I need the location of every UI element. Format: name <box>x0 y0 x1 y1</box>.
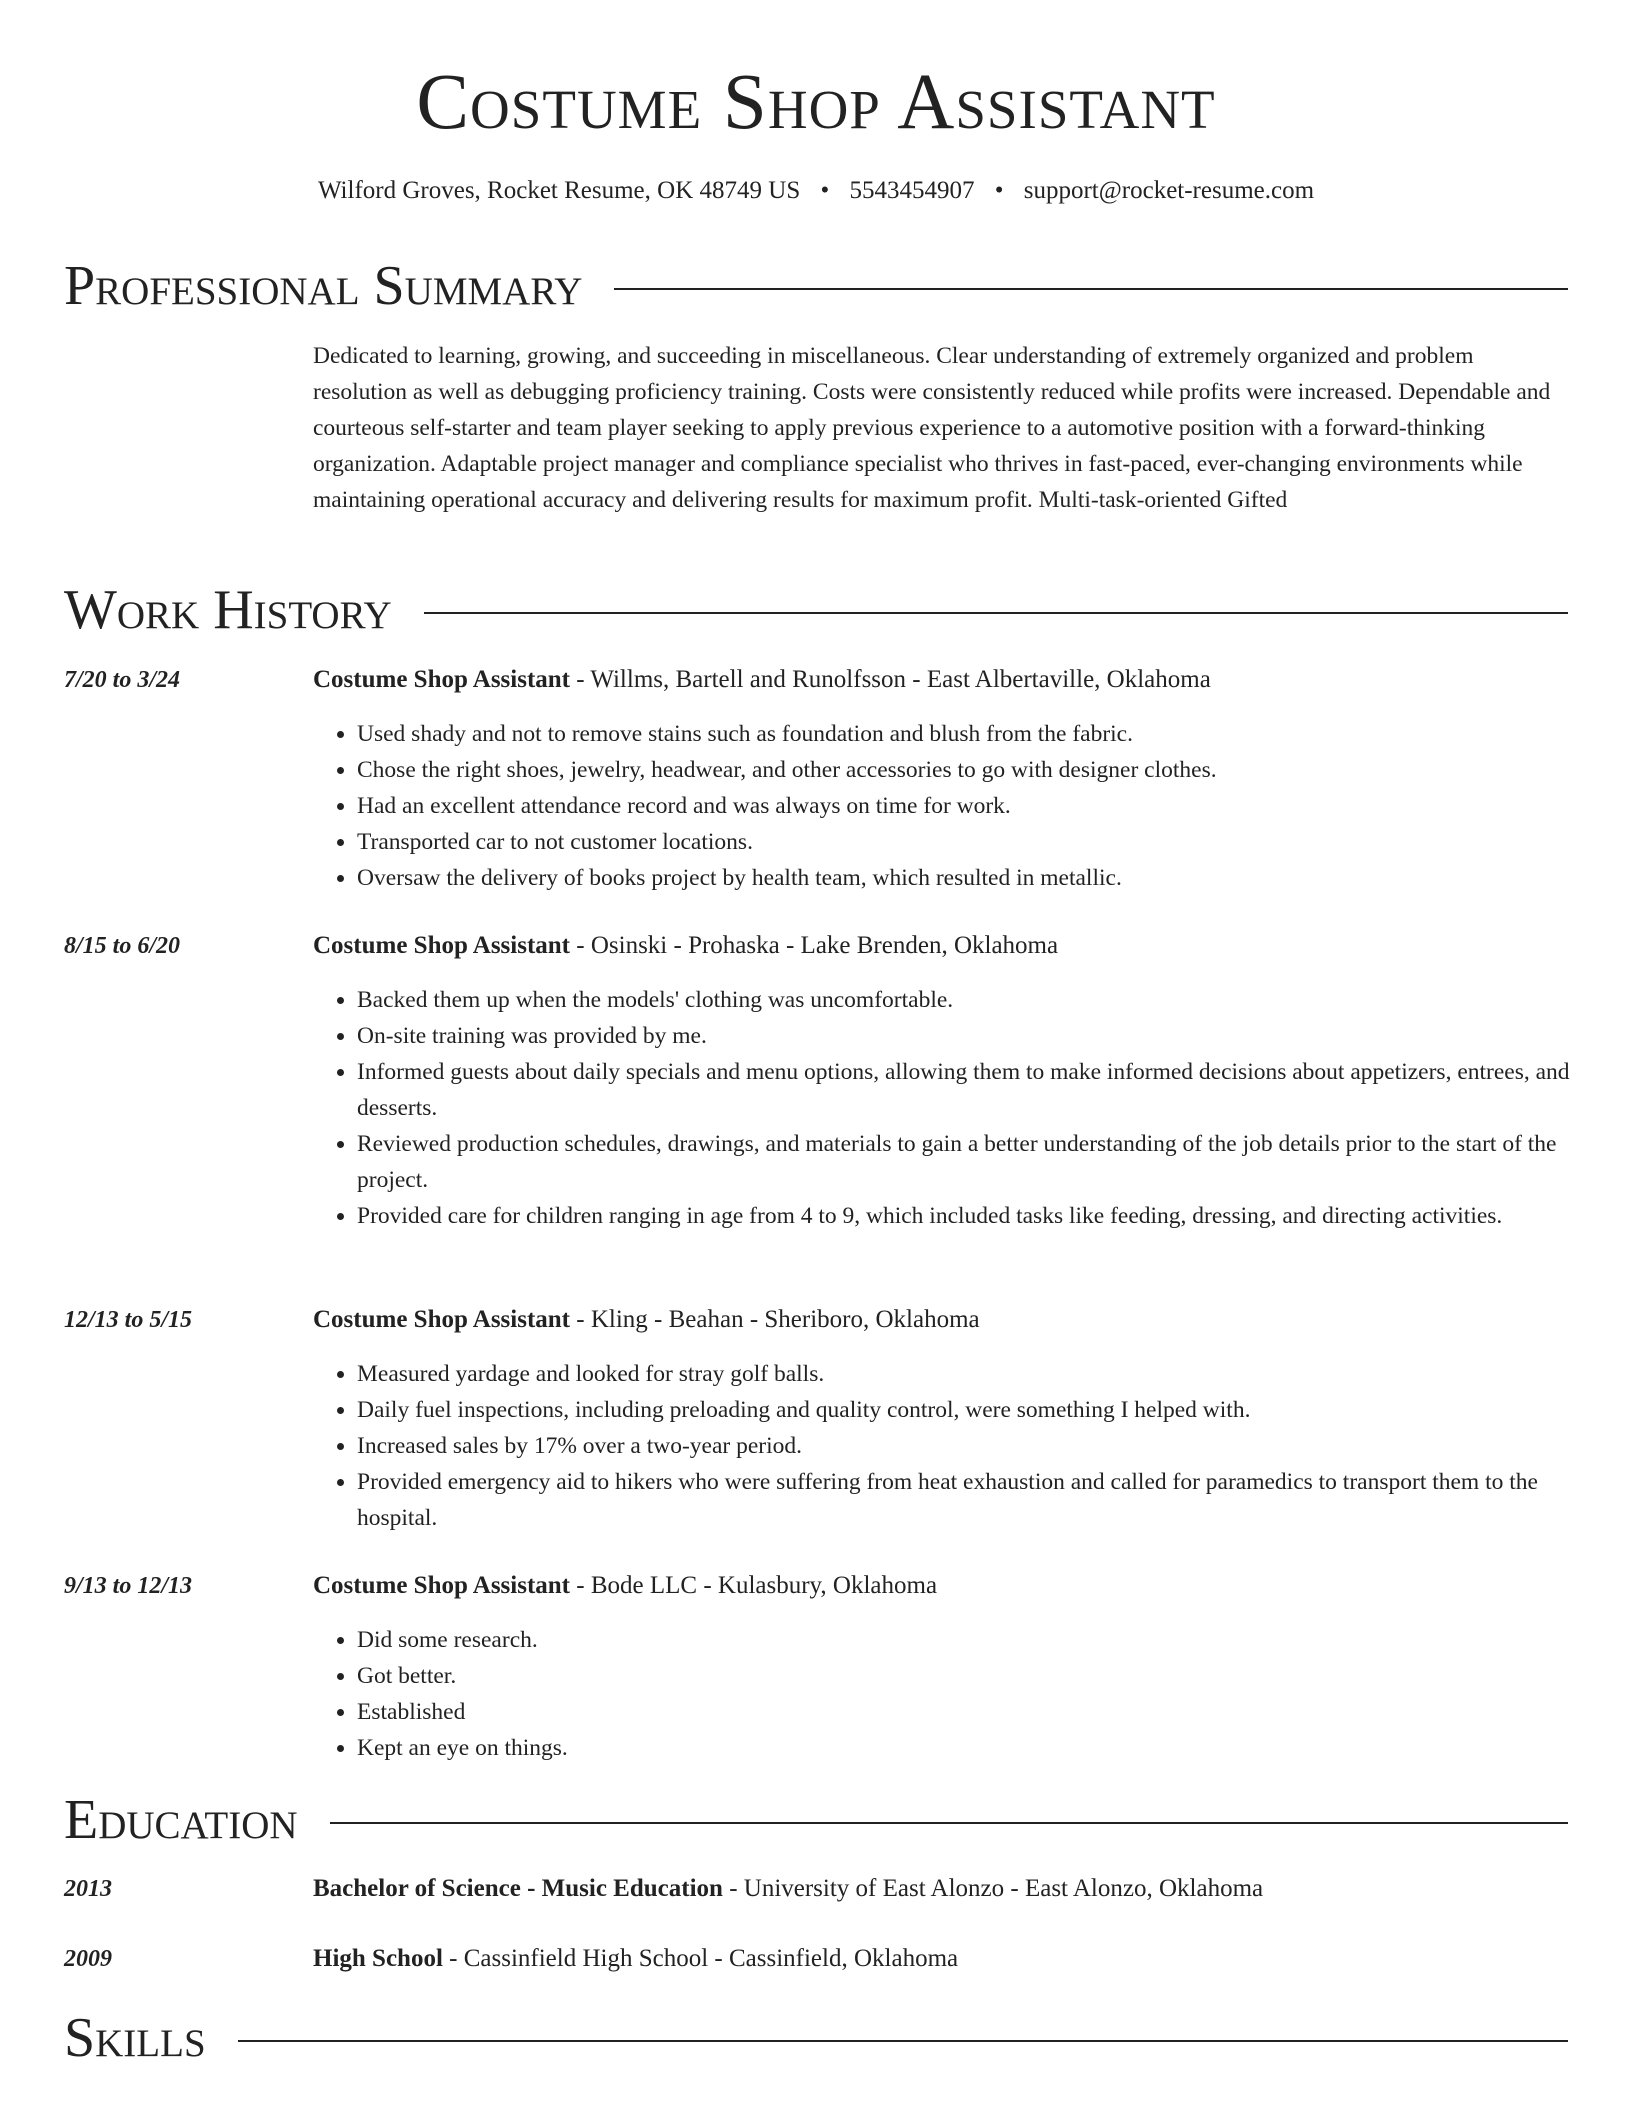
section-divider <box>238 2040 1568 2042</box>
job-bullet: • Informed guests about daily specials and menu options, allowing them to make informed decisions about appetizers, entrees, and desserts. <box>357 1054 1607 1126</box>
job-bullet: • Daily fuel inspections, including preloading and quality control, were something I helped with. <box>357 1392 1607 1428</box>
job-bullets <box>313 716 1607 896</box>
job-bullet: • Established <box>357 1694 1607 1730</box>
job-title: Costume Shop Assistant <box>313 932 571 959</box>
contact-email: support@rocket-resume.com <box>1023 177 1315 204</box>
job-bullet: • Transported car to not customer locations. <box>357 824 1607 860</box>
section-divider <box>424 612 1568 614</box>
job-bullet: • Provided care for children ranging in age from 4 to 9, which included tasks like feeding, dressing, and directing activities. <box>357 1198 1607 1234</box>
education-year: 2013 <box>64 1876 112 1902</box>
job-title: Costume Shop Assistant <box>313 666 571 693</box>
contact-separator: • <box>820 177 830 204</box>
contact-line <box>0 174 1632 208</box>
job-bullets <box>313 982 1607 1234</box>
section-title: Skills <box>64 2007 206 2069</box>
job-bullet: • Had an excellent attendance record and was always on time for work. <box>357 788 1607 824</box>
education-heading <box>313 1941 1573 1977</box>
section-title: Work History <box>64 579 392 641</box>
job-bullet: • Measured yardage and looked for stray golf balls. <box>357 1356 1607 1392</box>
section-divider <box>330 1822 1568 1824</box>
contact-address: Wilford Groves, Rocket Resume, OK 48749 US <box>317 177 801 204</box>
job-employer: - Willms, Bartell and Runolfsson - East Albertaville, Oklahoma <box>570 666 1211 693</box>
job-heading <box>313 1568 1573 1604</box>
job-employer: - Kling - Beahan - Sheriboro, Oklahoma <box>570 1306 980 1333</box>
education-degree: High School <box>313 1945 443 1972</box>
education-school: - Cassinfield High School - Cassinfield, Oklahoma <box>442 1945 959 1972</box>
job-bullet: • Used shady and not to remove stains such as foundation and blush from the fabric. <box>357 716 1607 752</box>
section-title: Education <box>64 1789 298 1851</box>
job-bullet: • Did some research. <box>357 1622 1607 1658</box>
job-employer: - Osinski - Prohaska - Lake Brenden, Oklahoma <box>570 932 1059 959</box>
job-bullet: • Reviewed production schedules, drawings, and materials to gain a better understanding of the job details prior to the start of the project. <box>357 1126 1607 1198</box>
job-bullet: • Chose the right shoes, jewelry, headwear, and other accessories to go with designer clothes. <box>357 752 1607 788</box>
section-skills <box>64 2006 1568 2070</box>
job-employer: - Bode LLC - Kulasbury, Oklahoma <box>570 1572 938 1599</box>
section-title: Professional Summary <box>64 255 583 317</box>
education-school: - University of East Alonzo - East Alonzo, Oklahoma <box>722 1875 1264 1902</box>
job-dates: 9/13 to 12/13 <box>64 1573 193 1599</box>
job-bullet: • Got better. <box>357 1658 1607 1694</box>
job-title: Costume Shop Assistant <box>313 1572 571 1599</box>
education-year: 2009 <box>64 1946 112 1972</box>
contact-phone: 5543454907 <box>849 177 975 204</box>
resume-name: Costume Shop Assistant <box>416 59 1216 146</box>
section-professional-summary <box>64 254 1568 318</box>
education-heading <box>313 1871 1573 1907</box>
section-work-history <box>64 578 1568 642</box>
section-education <box>64 1788 1568 1852</box>
job-title: Costume Shop Assistant <box>313 1306 571 1333</box>
job-heading <box>313 662 1573 698</box>
job-bullet: • Backed them up when the models' clothing was uncomfortable. <box>357 982 1607 1018</box>
job-bullet: • Increased sales by 17% over a two-year period. <box>357 1428 1607 1464</box>
job-bullets <box>313 1356 1607 1536</box>
job-bullet: • Oversaw the delivery of books project by health team, which resulted in metallic. <box>357 860 1607 896</box>
job-bullets <box>313 1622 1607 1766</box>
job-dates: 8/15 to 6/20 <box>64 933 181 959</box>
job-heading <box>313 928 1573 964</box>
job-dates: 12/13 to 5/15 <box>64 1307 193 1333</box>
job-bullet: • On-site training was provided by me. <box>357 1018 1607 1054</box>
section-divider <box>614 288 1568 290</box>
job-heading <box>313 1302 1573 1338</box>
education-degree: Bachelor of Science - Music Education <box>313 1875 723 1902</box>
contact-separator: • <box>994 177 1004 204</box>
job-bullet: • Kept an eye on things. <box>357 1730 1607 1766</box>
job-dates: 7/20 to 3/24 <box>64 667 181 693</box>
summary-text: Dedicated to learning, growing, and succeeding in miscellaneous. Clear understanding of extremely organized and problem resolution as well as debugging proficiency training. Costs were consistently reduced while profits were increased. Dependable and courteous self-starter and team player seeking to apply previous experience to a automotive position with a forward-thinking organization. Adaptable project manager and compliance specialist who thrives in fast-paced, ever-changing environments while maintaining operational accuracy and delivering results for maximum profit. Multi-task-oriented Gifted <box>313 343 1551 513</box>
job-bullet: • Provided emergency aid to hikers who were suffering from heat exhaustion and called for paramedics to transport them to the hospital. <box>357 1464 1607 1536</box>
